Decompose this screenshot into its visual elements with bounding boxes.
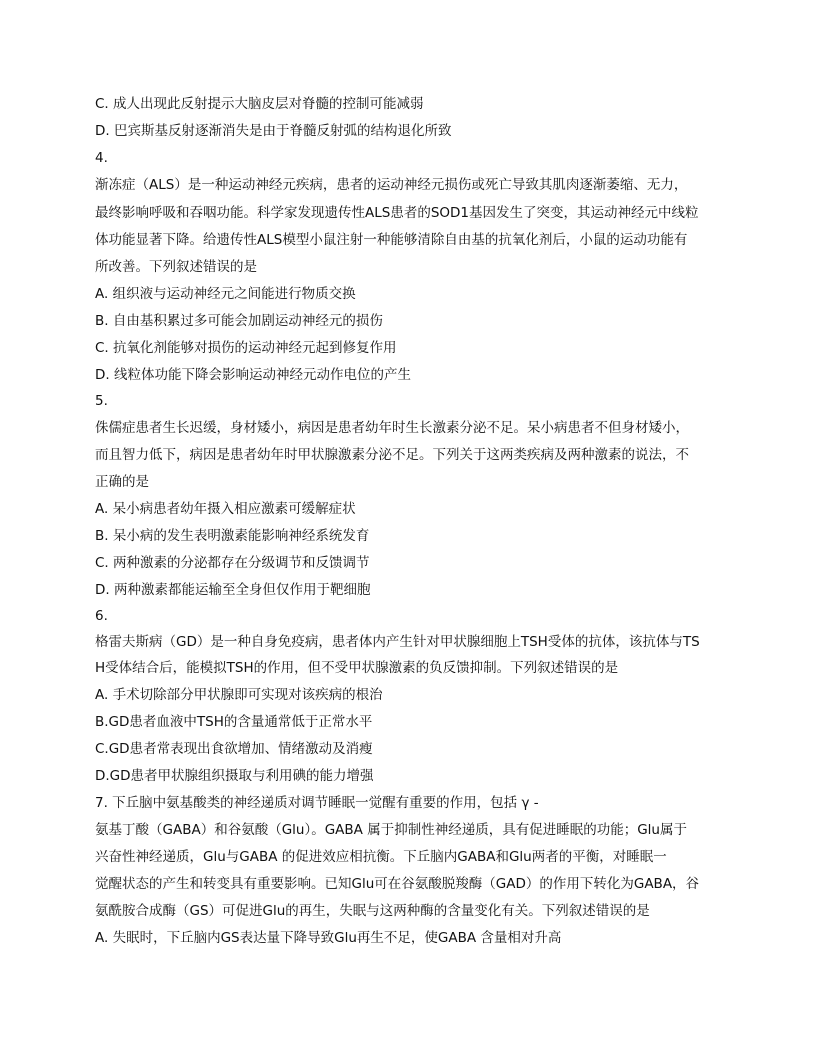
q5-option-c: C. 两种激素的分泌都存在分级调节和反馈调节 <box>95 555 370 571</box>
q6-option-b: B.GD患者血液中TSH的含量通常低于正常水平 <box>95 714 373 730</box>
q4-stem-line: 最终影响呼吸和吞咽功能。科学家发现遗传性ALS患者的SOD1基因发生了突变，其运动神经元中线粒 <box>95 205 699 221</box>
q4-stem-line: 所改善。下列叙述错误的是 <box>95 259 257 275</box>
q4-option-b: B. 自由基积累过多可能会加剧运动神经元的损伤 <box>95 313 383 329</box>
q6-option-a: A. 手术切除部分甲状腺即可实现对该疾病的根治 <box>95 687 383 703</box>
q5-number: 5. <box>95 393 108 409</box>
q4-option-a: A. 组织液与运动神经元之间能进行物质交换 <box>95 286 356 302</box>
q4-stem-line: 渐冻症（ALS）是一种运动神经元疾病，患者的运动神经元损伤或死亡导致其肌肉逐渐萎缩、无力， <box>95 177 688 193</box>
q7-stem-line: 兴奋性神经递质，Glu与GABA 的促进效应相抗衡。下丘脑内GABA和Glu两者的平衡，对睡眠一 <box>95 849 667 865</box>
prev-option-c: C. 成人出现此反射提示大脑皮层对脊髓的控制可能减弱 <box>95 96 424 112</box>
q7-stem-line: 7. 下丘脑中氨基酸类的神经递质对调节睡眠一觉醒有重要的作用，包括 γ - <box>95 795 539 811</box>
q5-stem-line: 而且智力低下，病因是患者幼年时甲状腺激素分泌不足。下列关于这两类疾病及两种激素的说法，不 <box>95 447 689 463</box>
q4-option-d: D. 线粒体功能下降会影响运动神经元动作电位的产生 <box>95 367 411 383</box>
q6-number: 6. <box>95 608 108 624</box>
q6-stem-line: H受体结合后，能模拟TSH的作用，但不受甲状腺激素的负反馈抑制。下列叙述错误的是 <box>95 660 619 676</box>
q5-option-d: D. 两种激素都能运输至全身但仅作用于靶细胞 <box>95 582 371 598</box>
q7-option-a: A. 失眠时，下丘脑内GS表达量下降导致Glu再生不足，使GABA 含量相对升高 <box>95 930 562 946</box>
q6-option-d: D.GD患者甲状腺组织摄取与利用碘的能力增强 <box>95 768 374 784</box>
q7-stem-line: 氨酰胺合成酶（GS）可促进Glu的再生，失眠与这两种酶的含量变化有关。下列叙述错误的是 <box>95 903 650 919</box>
q7-stem-line: 氨基丁酸（GABA）和谷氨酸（Glu）。GABA 属于抑制性神经递质，具有促进睡眠的功能；Glu属于 <box>95 822 687 838</box>
prev-option-d: D. 巴宾斯基反射逐渐消失是由于脊髓反射弧的结构退化所致 <box>95 123 452 139</box>
q4-stem-line: 体功能显著下降。给遗传性ALS模型小鼠注射一种能够清除自由基的抗氧化剂后，小鼠的运动功能有 <box>95 232 688 248</box>
q4-option-c: C. 抗氧化剂能够对损伤的运动神经元起到修复作用 <box>95 340 397 356</box>
q5-option-b: B. 呆小病的发生表明激素能影响神经系统发育 <box>95 528 370 544</box>
q6-stem-line: 格雷夫斯病（GD）是一种自身免疫病，患者体内产生针对甲状腺细胞上TSH受体的抗体，该抗体与TS <box>95 634 700 650</box>
q7-stem-line: 觉醒状态的产生和转变具有重要影响。已知Glu可在谷氨酸脱羧酶（GAD）的作用下转化为GABA，谷 <box>95 876 700 892</box>
q5-stem-line: 正确的是 <box>95 474 149 490</box>
q6-option-c: C.GD患者常表现出食欲增加、情绪激动及消瘦 <box>95 741 373 757</box>
q5-option-a: A. 呆小病患者幼年摄入相应激素可缓解症状 <box>95 501 356 517</box>
q5-stem-line: 侏儒症患者生长迟缓，身材矮小，病因是患者幼年时生长激素分泌不足。呆小病患者不但身材矮小， <box>95 420 689 436</box>
q4-number: 4. <box>95 150 108 166</box>
